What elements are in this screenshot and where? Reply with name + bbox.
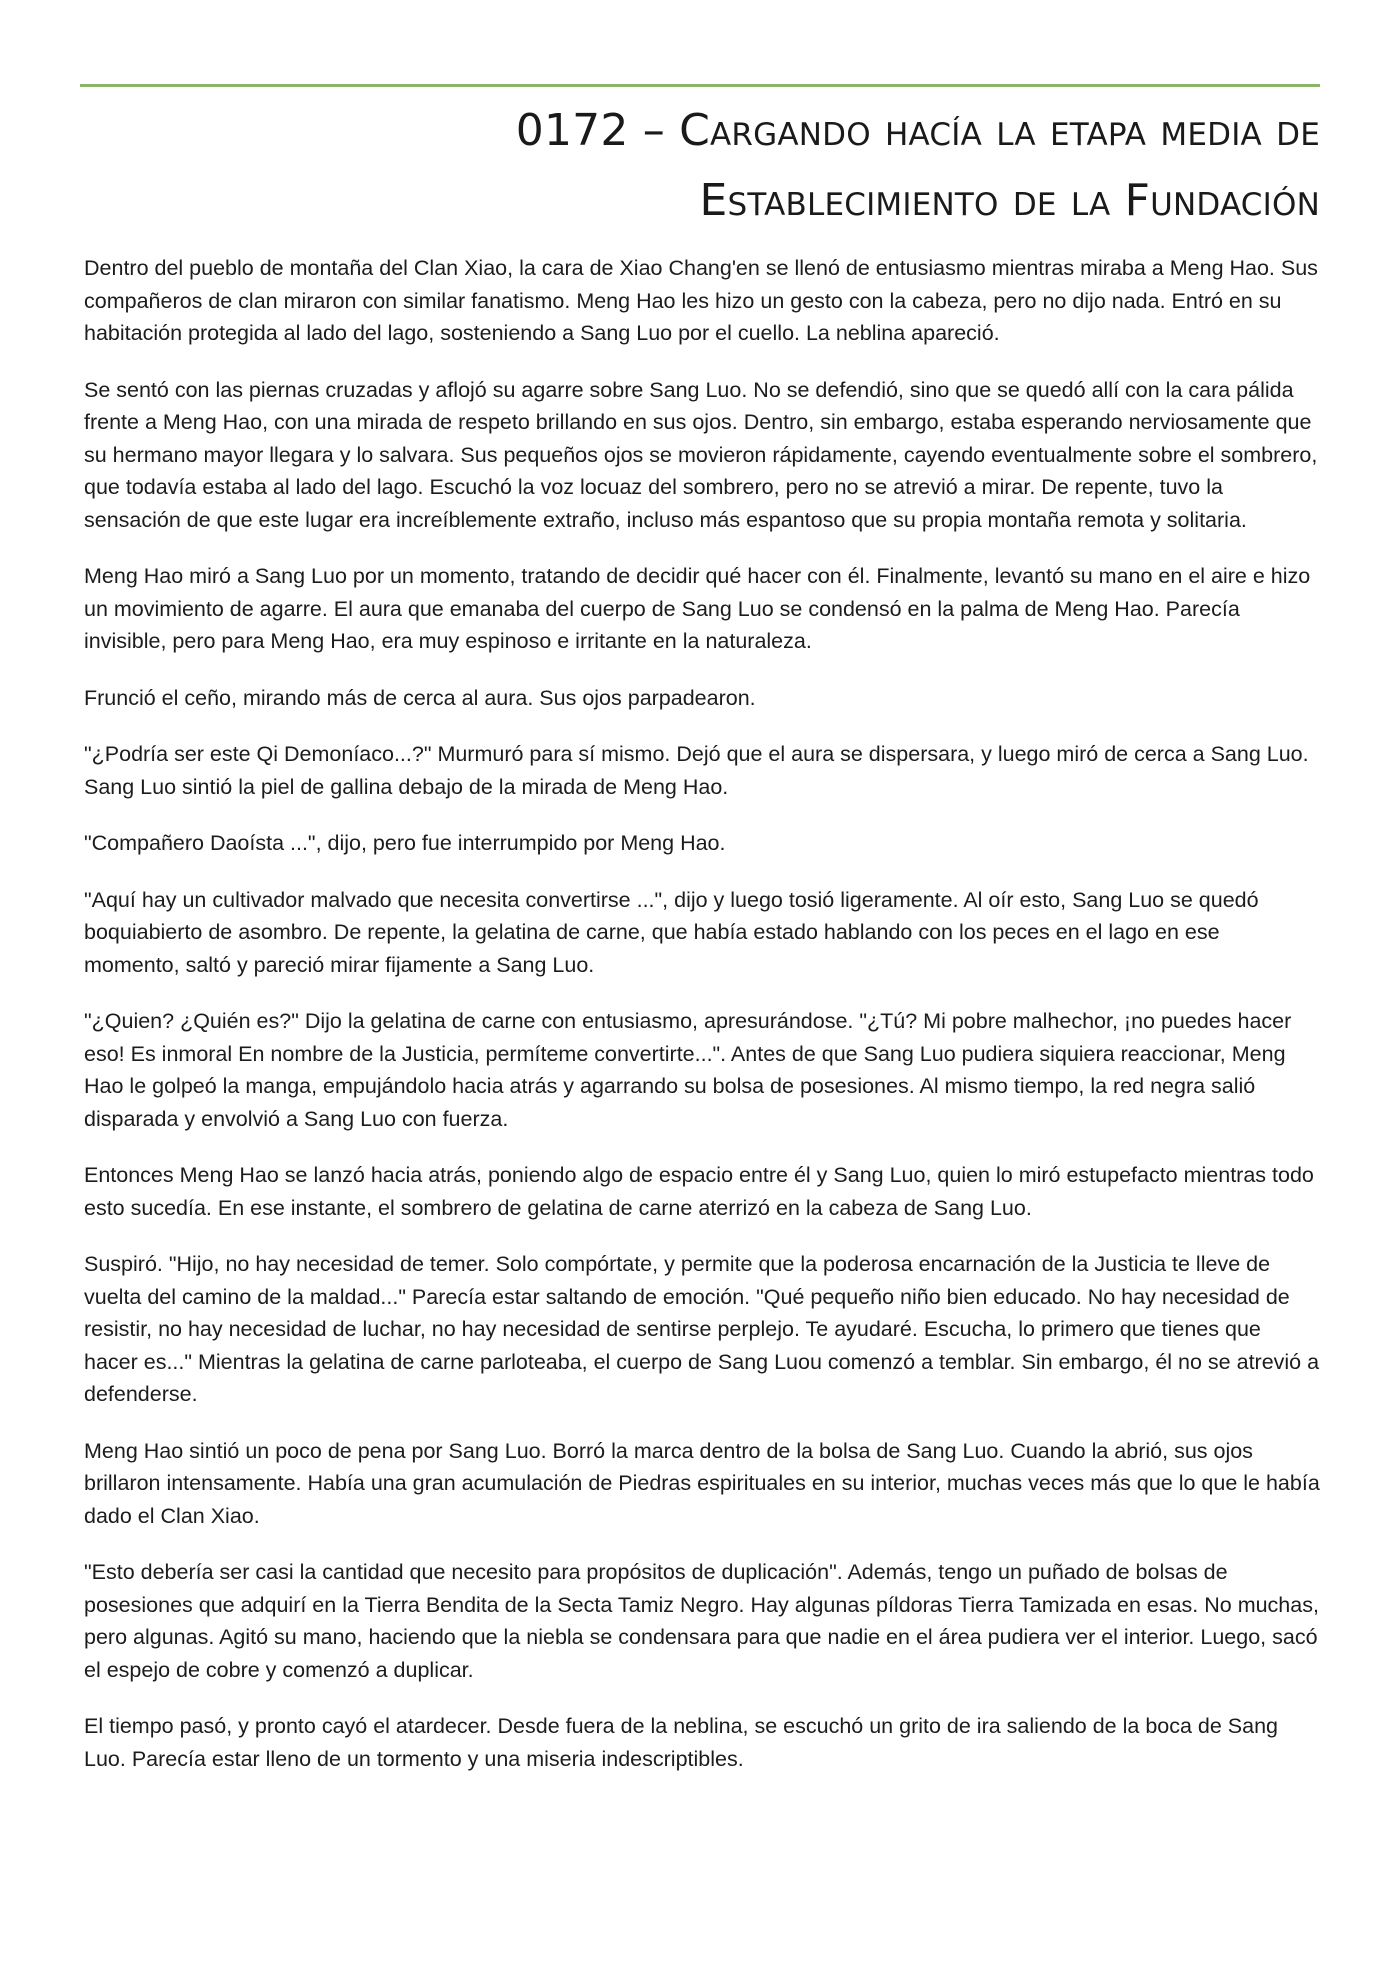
paragraph: Frunció el ceño, mirando más de cerca al aura. Sus ojos parpadearon. bbox=[84, 685, 756, 710]
paragraph: "Esto debería ser casi la cantidad que necesito para propósitos de duplicación". Además, tengo un puñado de bolsas de posesiones que adquirí en la Tierra Bendita de la Secta Tamiz Negro. Hay algunas píldoras Tierra Tamizada en esas. No muchas, pero algunas. Agitó su mano, haciendo que la niebla se condensara para que nadie en el área pudiera ver el interior. Luego, sacó el espejo de cobre y comenzó a duplicar. bbox=[84, 1560, 1319, 1682]
paragraph: "Aquí hay un cultivador malvado que necesita convertirse ...", dijo y luego tosió ligeramente. Al oír esto, Sang Luo se quedó boquiabierto de asombro. De repente, la gelatina de carne, que había estado hablando con los peces en el lago en ese momento, saltó y pareció mirar fijamente a Sang Luo. bbox=[84, 887, 1259, 977]
paragraph: Meng Hao miró a Sang Luo por un momento, tratando de decidir qué hacer con él. Finalmente, levantó su mano en el aire e hizo un movimiento de agarre. El aura que emanaba del cuerpo de Sang Luo se condensó en la palma de Meng Hao. Parecía invisible, pero para Meng Hao, era muy espinoso e irritante en la naturaleza. bbox=[84, 564, 1311, 653]
paragraph: Dentro del pueblo de montaña del Clan Xiao, la cara de Xiao Chang'en se llenó de entusiasmo mientras miraba a Meng Hao. Sus compañeros de clan miraron con similar fanatismo. Meng Hao les hizo un gesto con la cabeza, pero no dijo nada. Entró en su habitación protegida al lado del lago, sosteniendo a Sang Luo por el cuello. La neblina apareció. bbox=[84, 256, 1318, 345]
paragraph: El tiempo pasó, y pronto cayó el atardecer. Desde fuera de la neblina, se escuchó un grito de ira saliendo de la boca de Sang Luo. Parecía estar lleno de un tormento y una miseria indescriptibles. bbox=[84, 1714, 1279, 1771]
paragraph: Se sentó con las piernas cruzadas y aflojó su agarre sobre Sang Luo. No se defendió, sino que se quedó allí con la cara pálida frente a Meng Hao, con una mirada de respeto brillando en sus ojos. Dentro, sin embargo, estaba esperando nerviosamente que su hermano mayor llegara y lo salvara. Sus pequeños ojos se movieron rápidamente, cayendo eventualmente sobre el sombrero, que todavía estaba al lado del lago. Escuchó la voz locuaz del sombrero, pero no se atrevió a mirar. De repente, tuvo la sensación de que este lugar era increíblemente extraño, incluso más espantoso que su propia montaña remota y solitaria. bbox=[84, 377, 1318, 532]
paragraph: "¿Podría ser este Qi Demoníaco...?" Murmuró para sí mismo. Dejó que el aura se dispersara, y luego miró de cerca a Sang Luo. Sang Luo sintió la piel de gallina debajo de la mirada de Meng Hao. bbox=[84, 742, 1309, 799]
chapter-title bbox=[200, 96, 1320, 236]
chapter-title-line-1: 0172 – Cargando hacía la etapa media de bbox=[515, 105, 1320, 156]
chapter-body bbox=[84, 252, 1320, 1799]
paragraph: Entonces Meng Hao se lanzó hacia atrás, poniendo algo de espacio entre él y Sang Luo, quien lo miró estupefacto mientras todo esto sucedía. En ese instante, el sombrero de gelatina de carne aterrizó en la cabeza de Sang Luo. bbox=[84, 1163, 1314, 1220]
chapter-title-line-2: Establecimiento de la Fundación bbox=[699, 175, 1320, 226]
paragraph: "Compañero Daoísta ...", dijo, pero fue interrumpido por Meng Hao. bbox=[84, 831, 726, 855]
paragraph: Suspiró. "Hijo, no hay necesidad de temer. Solo compórtate, y permite que la poderosa encarnación de la Justicia te lleve de vuelta del camino de la maldad..." Parecía estar saltando de emoción. "Qué pequeño niño bien educado. No hay necesidad de resistir, no hay necesidad de luchar, no hay necesidad de sentirse perplejo. Te ayudaré. Escucha, lo primero que tienes que hacer es..." Mientras la gelatina de carne parloteaba, el cuerpo de Sang Luou comenzó a temblar. Sin embargo, él no se atrevió a defenderse. bbox=[84, 1252, 1320, 1406]
paragraph: "¿Quien? ¿Quién es?" Dijo la gelatina de carne con entusiasmo, apresurándose. "¿Tú? Mi pobre malhechor, ¡no puedes hacer eso! Es inmoral En nombre de la Justicia, permíteme convertirte...". Antes de que Sang Luo pudiera siquiera reaccionar, Meng Hao le golpeó la manga, empujándolo hacia atrás y agarrando su bolsa de posesiones. Al mismo tiempo, la red negra salió disparada y envolvió a Sang Luo con fuerza. bbox=[84, 1009, 1292, 1131]
paragraph: Meng Hao sintió un poco de pena por Sang Luo. Borró la marca dentro de la bolsa de Sang Luo. Cuando la abrió, sus ojos brillaron intensamente. Había una gran acumulación de Piedras espirituales en su interior, muchas veces más que lo que le había dado el Clan Xiao. bbox=[84, 1438, 1320, 1528]
title-rule bbox=[80, 84, 1320, 87]
